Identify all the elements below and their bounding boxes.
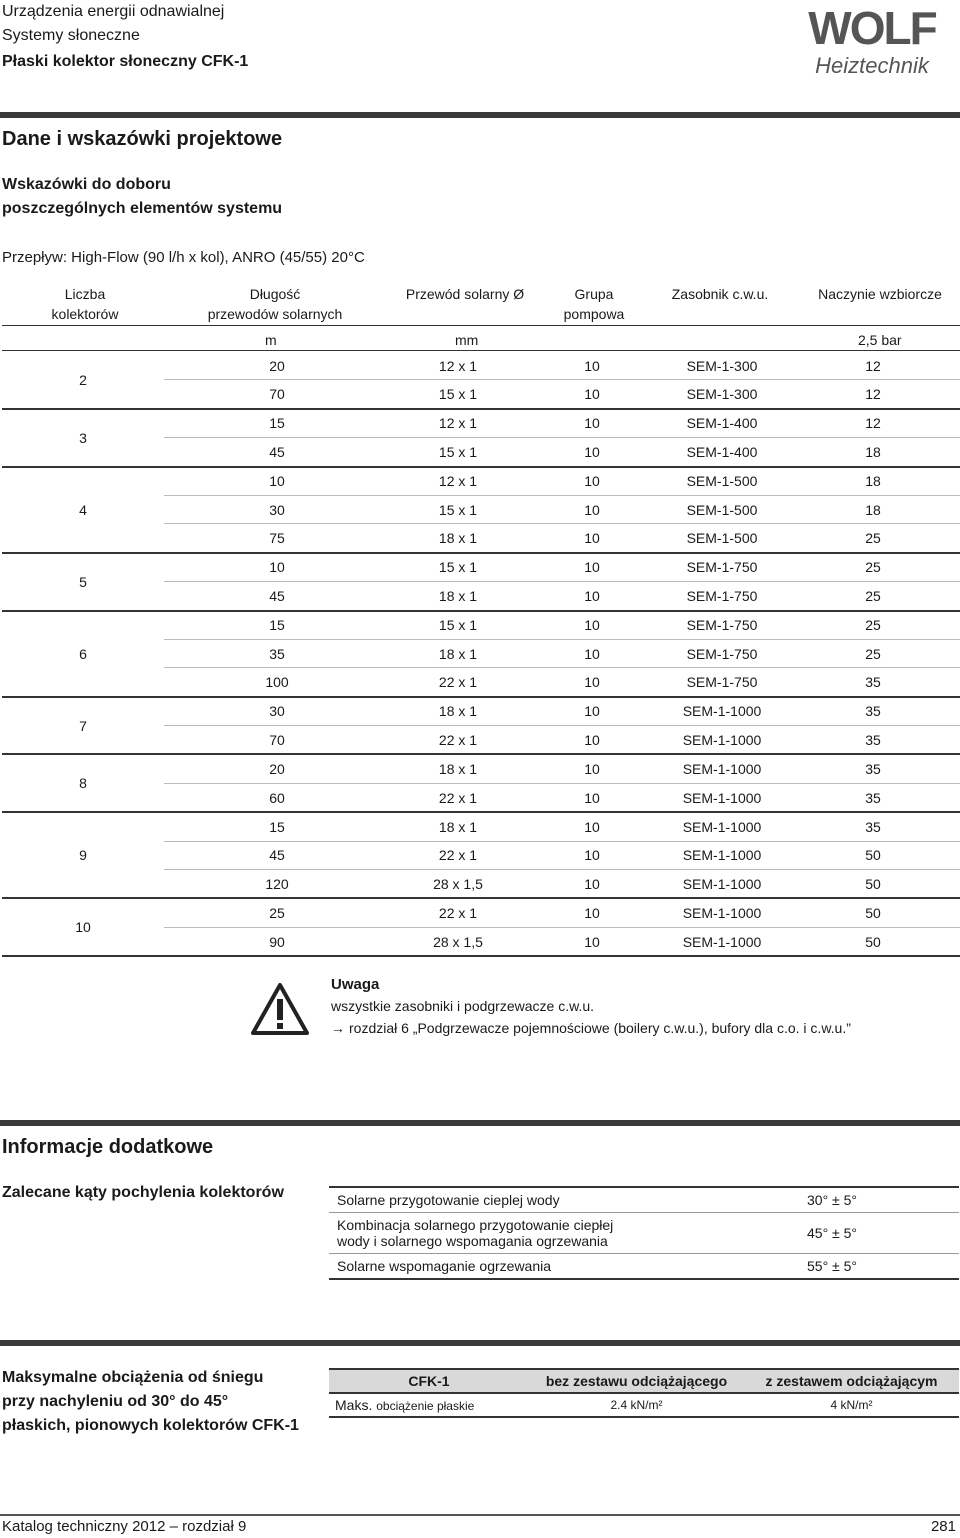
table-row bbox=[2, 409, 960, 438]
pipe-diameter: 12 x 1 bbox=[390, 352, 526, 380]
logo-word: WOLF bbox=[808, 4, 936, 50]
pump-group: 10 bbox=[526, 927, 658, 956]
header-line-3: Płaski kolektor słoneczny CFK-1 bbox=[2, 53, 249, 70]
storage-tank: SEM-1-1000 bbox=[658, 841, 786, 869]
collector-count: 2 bbox=[2, 352, 164, 409]
storage-tank: SEM-1-1000 bbox=[658, 697, 786, 726]
expansion-vessel: 12 bbox=[786, 380, 960, 409]
pump-group: 10 bbox=[526, 639, 658, 667]
collector-count: 4 bbox=[2, 467, 164, 553]
pipe-diameter: 22 x 1 bbox=[390, 726, 526, 755]
subtitle-line-2: poszczególnych elementów systemu bbox=[2, 200, 283, 217]
note-title: Uwaga bbox=[331, 976, 380, 993]
snow-label: Maksymalne obciążenia od śniegu przy nachyleniu od 30° do 45° płaskich, pionowych kolektorów CFK-1 bbox=[2, 1369, 299, 1434]
storage-tank: SEM-1-750 bbox=[658, 639, 786, 667]
storage-tank: SEM-1-300 bbox=[658, 352, 786, 380]
th-pipe: Przewód solarny Ø bbox=[405, 286, 525, 302]
header-line-1: Urządzenia energii odnawialnej bbox=[2, 3, 225, 20]
pipe-length: 15 bbox=[164, 812, 390, 841]
angle-value: 45° ± 5° bbox=[799, 1213, 959, 1254]
storage-tank: SEM-1-400 bbox=[658, 409, 786, 438]
angles-label: Zalecane kąty pochylenia kolektorów bbox=[2, 1184, 284, 1201]
angle-label: Kombinacja solarnego przygotowanie ciepłej wody i solarnego wspomagania ogrzewania bbox=[329, 1213, 799, 1254]
note-line-1: wszystkie zasobniki i podgrzewacze c.w.u. bbox=[331, 998, 594, 1014]
pipe-length: 15 bbox=[164, 409, 390, 438]
top-divider bbox=[0, 112, 960, 118]
pipe-length: 45 bbox=[164, 438, 390, 467]
storage-tank: SEM-1-1000 bbox=[658, 783, 786, 812]
pipe-diameter: 12 x 1 bbox=[390, 409, 526, 438]
pipe-diameter: 22 x 1 bbox=[390, 898, 526, 927]
pipe-diameter: 22 x 1 bbox=[390, 668, 526, 697]
angle-value: 30° ± 5° bbox=[799, 1187, 959, 1213]
pipe-diameter: 15 x 1 bbox=[390, 495, 526, 523]
expansion-vessel: 50 bbox=[786, 870, 960, 899]
pipe-diameter: 15 x 1 bbox=[390, 380, 526, 409]
pump-group: 10 bbox=[526, 524, 658, 553]
note-line-2: rozdział 6 „Podgrzewacze pojemnościowe (boilery c.w.u.), bufory dla c.o. i c.w.u.” bbox=[349, 1020, 851, 1036]
pump-group: 10 bbox=[526, 812, 658, 841]
collector-count: 5 bbox=[2, 553, 164, 611]
storage-tank: SEM-1-500 bbox=[658, 495, 786, 523]
table-row bbox=[2, 812, 960, 841]
expansion-vessel: 35 bbox=[786, 697, 960, 726]
snow-h3: z zestawem odciążającym bbox=[765, 1373, 938, 1389]
logo-text: Heiztechnik bbox=[815, 53, 929, 78]
pipe-length: 20 bbox=[164, 352, 390, 380]
angle-value: 55° ± 5° bbox=[799, 1254, 959, 1280]
pipe-diameter: 15 x 1 bbox=[390, 611, 526, 640]
pipe-length: 30 bbox=[164, 697, 390, 726]
pipe-diameter: 12 x 1 bbox=[390, 467, 526, 496]
section3-divider bbox=[0, 1340, 960, 1346]
expansion-vessel: 25 bbox=[786, 553, 960, 582]
table-row bbox=[2, 352, 960, 380]
table-row bbox=[2, 467, 960, 496]
table-row bbox=[2, 697, 960, 726]
snow-h2: bez zestawu odciążającego bbox=[545, 1373, 728, 1389]
pipe-length: 70 bbox=[164, 380, 390, 409]
snow-v1: 2.4 kN/m² bbox=[610, 1398, 663, 1412]
pipe-length: 45 bbox=[164, 582, 390, 611]
expansion-vessel: 35 bbox=[786, 812, 960, 841]
pipe-diameter: 15 x 1 bbox=[390, 438, 526, 467]
storage-tank: SEM-1-500 bbox=[658, 524, 786, 553]
warning-triangle-icon bbox=[250, 982, 310, 1036]
storage-tank: SEM-1-750 bbox=[658, 553, 786, 582]
th-count: Liczba kolektorów bbox=[51, 286, 119, 322]
expansion-vessel: 18 bbox=[786, 467, 960, 496]
snow-row-label: Maks. obciążenie płaskie bbox=[335, 1397, 475, 1413]
th-tank: Zasobnik c.w.u. bbox=[671, 286, 769, 302]
expansion-vessel: 25 bbox=[786, 639, 960, 667]
angle-row bbox=[329, 1213, 959, 1254]
th-length: Długość przewodów solarnych bbox=[207, 286, 343, 322]
pipe-length: 30 bbox=[164, 495, 390, 523]
pump-group: 10 bbox=[526, 870, 658, 899]
snow-h1: CFK-1 bbox=[408, 1373, 450, 1389]
expansion-vessel: 25 bbox=[786, 582, 960, 611]
table-row bbox=[2, 754, 960, 783]
expansion-vessel: 50 bbox=[786, 841, 960, 869]
pump-group: 10 bbox=[526, 467, 658, 496]
angles-table bbox=[329, 1186, 959, 1280]
expansion-vessel: 50 bbox=[786, 927, 960, 956]
collector-count: 8 bbox=[2, 754, 164, 812]
unit-rule bbox=[2, 350, 960, 351]
pipe-length: 60 bbox=[164, 783, 390, 812]
storage-tank: SEM-1-1000 bbox=[658, 870, 786, 899]
expansion-vessel: 18 bbox=[786, 438, 960, 467]
pipe-diameter: 22 x 1 bbox=[390, 841, 526, 869]
pump-group: 10 bbox=[526, 726, 658, 755]
collector-count: 6 bbox=[2, 611, 164, 697]
pipe-diameter: 18 x 1 bbox=[390, 524, 526, 553]
component-table bbox=[2, 352, 960, 957]
subtitle-line-1: Wskazówki do doboru bbox=[2, 176, 171, 193]
pump-group: 10 bbox=[526, 380, 658, 409]
section2-divider bbox=[0, 1120, 960, 1126]
snow-table bbox=[329, 1368, 959, 1418]
pipe-diameter: 18 x 1 bbox=[390, 639, 526, 667]
storage-tank: SEM-1-1000 bbox=[658, 726, 786, 755]
pipe-diameter: 28 x 1,5 bbox=[390, 927, 526, 956]
pipe-length: 100 bbox=[164, 668, 390, 697]
footer-rule bbox=[0, 1514, 960, 1516]
pipe-length: 25 bbox=[164, 898, 390, 927]
pipe-length: 75 bbox=[164, 524, 390, 553]
pump-group: 10 bbox=[526, 841, 658, 869]
th-pump: Grupa pompowa bbox=[563, 286, 625, 322]
pump-group: 10 bbox=[526, 697, 658, 726]
header-rule bbox=[2, 325, 960, 326]
pipe-diameter: 18 x 1 bbox=[390, 697, 526, 726]
section2-title: Informacje dodatkowe bbox=[2, 1136, 214, 1158]
footer-page: 281 bbox=[930, 1518, 956, 1535]
th-vessel: Naczynie wzbiorcze bbox=[818, 286, 942, 302]
table-row bbox=[2, 898, 960, 927]
expansion-vessel: 35 bbox=[786, 668, 960, 697]
pump-group: 10 bbox=[526, 495, 658, 523]
pipe-length: 10 bbox=[164, 553, 390, 582]
expansion-vessel: 50 bbox=[786, 898, 960, 927]
pipe-length: 120 bbox=[164, 870, 390, 899]
pipe-length: 15 bbox=[164, 611, 390, 640]
pipe-length: 10 bbox=[164, 467, 390, 496]
storage-tank: SEM-1-1000 bbox=[658, 812, 786, 841]
arrow-icon: → bbox=[331, 1020, 345, 1036]
pipe-length: 45 bbox=[164, 841, 390, 869]
storage-tank: SEM-1-300 bbox=[658, 380, 786, 409]
pipe-length: 20 bbox=[164, 754, 390, 783]
pipe-diameter: 28 x 1,5 bbox=[390, 870, 526, 899]
collector-count: 10 bbox=[2, 898, 164, 956]
collector-count: 7 bbox=[2, 697, 164, 755]
expansion-vessel: 35 bbox=[786, 754, 960, 783]
angle-row bbox=[329, 1254, 959, 1280]
pipe-diameter: 22 x 1 bbox=[390, 783, 526, 812]
pump-group: 10 bbox=[526, 754, 658, 783]
unit-pipe: mm bbox=[455, 332, 479, 348]
storage-tank: SEM-1-1000 bbox=[658, 754, 786, 783]
pipe-diameter: 18 x 1 bbox=[390, 582, 526, 611]
expansion-vessel: 25 bbox=[786, 611, 960, 640]
angle-label: Solarne wspomaganie ogrzewania bbox=[329, 1254, 799, 1280]
angle-row bbox=[329, 1187, 959, 1213]
expansion-vessel: 35 bbox=[786, 726, 960, 755]
table-row bbox=[2, 611, 960, 640]
pump-group: 10 bbox=[526, 611, 658, 640]
pump-group: 10 bbox=[526, 783, 658, 812]
unit-length: m bbox=[265, 332, 277, 348]
storage-tank: SEM-1-400 bbox=[658, 438, 786, 467]
storage-tank: SEM-1-750 bbox=[658, 611, 786, 640]
storage-tank: SEM-1-1000 bbox=[658, 898, 786, 927]
pump-group: 10 bbox=[526, 668, 658, 697]
expansion-vessel: 25 bbox=[786, 524, 960, 553]
pump-group: 10 bbox=[526, 898, 658, 927]
expansion-vessel: 18 bbox=[786, 495, 960, 523]
table-row bbox=[2, 553, 960, 582]
pipe-length: 90 bbox=[164, 927, 390, 956]
angle-label: Solarne przygotowanie cieplej wody bbox=[329, 1187, 799, 1213]
pump-group: 10 bbox=[526, 582, 658, 611]
unit-vessel: 2,5 bar bbox=[858, 332, 902, 348]
collector-count: 3 bbox=[2, 409, 164, 467]
storage-tank: SEM-1-500 bbox=[658, 467, 786, 496]
expansion-vessel: 35 bbox=[786, 783, 960, 812]
pipe-diameter: 15 x 1 bbox=[390, 553, 526, 582]
pump-group: 10 bbox=[526, 352, 658, 380]
footer-left: Katalog techniczny 2012 – rozdział 9 bbox=[2, 1518, 247, 1535]
pump-group: 10 bbox=[526, 409, 658, 438]
pipe-length: 70 bbox=[164, 726, 390, 755]
expansion-vessel: 12 bbox=[786, 409, 960, 438]
pump-group: 10 bbox=[526, 553, 658, 582]
pipe-length: 35 bbox=[164, 639, 390, 667]
storage-tank: SEM-1-750 bbox=[658, 668, 786, 697]
collector-count: 9 bbox=[2, 812, 164, 898]
storage-tank: SEM-1-750 bbox=[658, 582, 786, 611]
wolf-logo bbox=[802, 4, 942, 76]
pipe-diameter: 18 x 1 bbox=[390, 754, 526, 783]
snow-v2: 4 kN/m² bbox=[830, 1398, 873, 1412]
pipe-diameter: 18 x 1 bbox=[390, 812, 526, 841]
pump-group: 10 bbox=[526, 438, 658, 467]
storage-tank: SEM-1-1000 bbox=[658, 927, 786, 956]
expansion-vessel: 12 bbox=[786, 352, 960, 380]
section-title: Dane i wskazówki projektowe bbox=[2, 128, 283, 150]
flow-info: Przepływ: High-Flow (90 l/h x kol), ANRO (45/55) 20°C bbox=[2, 249, 365, 266]
header-line-2: Systemy słoneczne bbox=[2, 27, 140, 44]
